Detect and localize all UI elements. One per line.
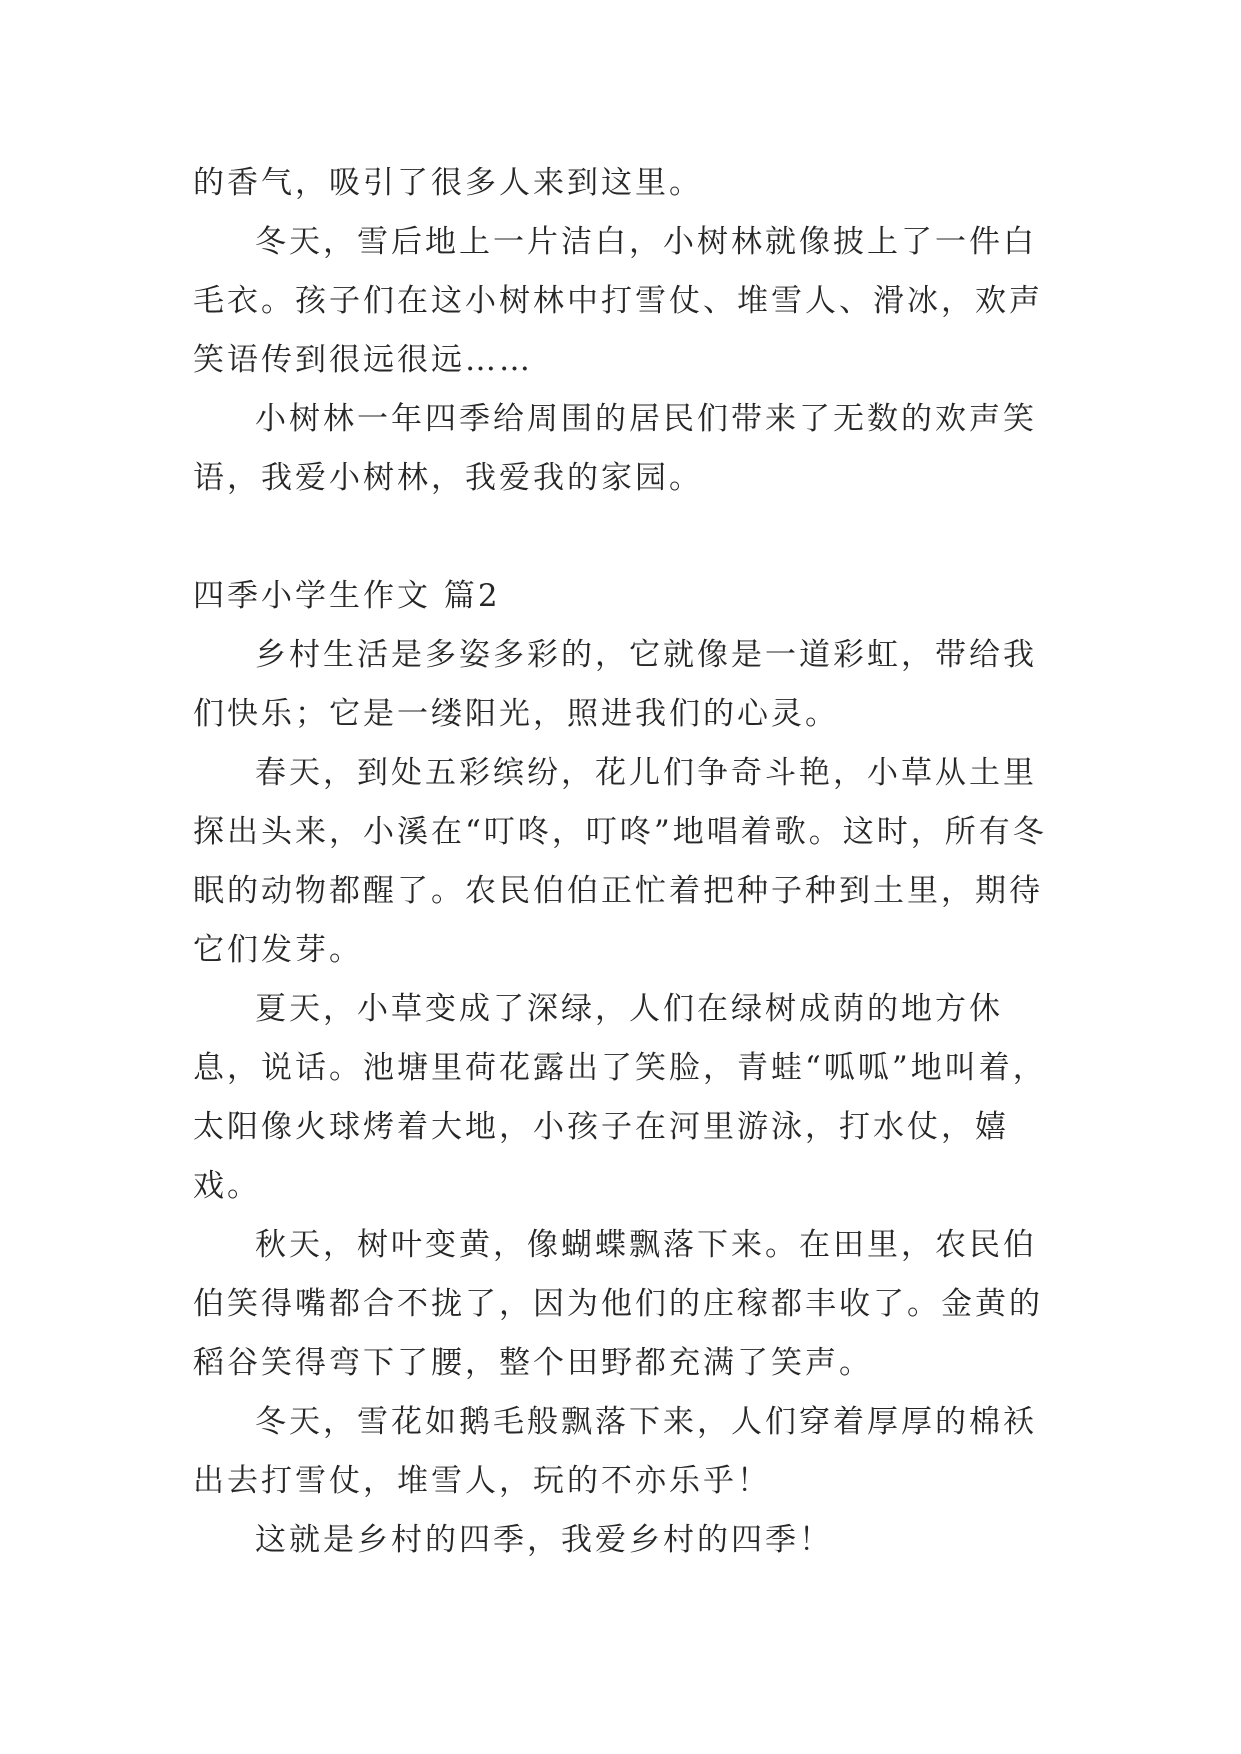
paragraph-winter: 冬天，雪花如鹅毛般飘落下来，人们穿着厚厚的棉袄出去打雪仗，堆雪人，玩的不亦乐乎！: [193, 1404, 1037, 1499]
paragraph-summer: 夏天，小草变成了深绿，人们在绿树成荫的地方休息，说话。池塘里荷花露出了笑脸，青蛙“呱呱”地叫着，太阳像火球烤着大地，小孩子在河里游泳，打水仗，嬉戏。: [193, 991, 1047, 1204]
document-body: [193, 154, 1053, 1570]
paragraph-forest-conclusion: 小树林一年四季给周围的居民们带来了无数的欢声笑语，我爱小树林，我爱我的家园。: [193, 401, 1037, 496]
paragraph-winter-forest: 冬天，雪后地上一片洁白，小树林就像披上了一件白毛衣。孩子们在这小树林中打雪仗、堆雪人、滑冰，欢声笑语传到很远很远……: [193, 224, 1043, 378]
continuation-paragraph: 的香气，吸引了很多人来到这里。: [193, 165, 703, 201]
essay-heading: 四季小学生作文 篇2: [193, 578, 501, 614]
paragraph-spring: 春天，到处五彩缤纷，花儿们争奇斗艳，小草从土里探出头来，小溪在“叮咚，叮咚”地唱着歌。这时，所有冬眠的动物都醒了。农民伯伯正忙着把种子种到土里，期待它们发芽。: [193, 755, 1047, 968]
paragraph-autumn: 秋天，树叶变黄，像蝴蝶飘落下来。在田里，农民伯伯笑得嘴都合不拢了，因为他们的庄稼都丰收了。金黄的稻谷笑得弯下了腰，整个田野都充满了笑声。: [193, 1227, 1043, 1381]
section-gap: [193, 508, 1053, 567]
paragraph-intro: 乡村生活是多姿多彩的，它就像是一道彩虹，带给我们快乐；它是一缕阳光，照进我们的心灵。: [193, 637, 1037, 732]
paragraph-conclusion: 这就是乡村的四季，我爱乡村的四季！: [255, 1522, 833, 1558]
